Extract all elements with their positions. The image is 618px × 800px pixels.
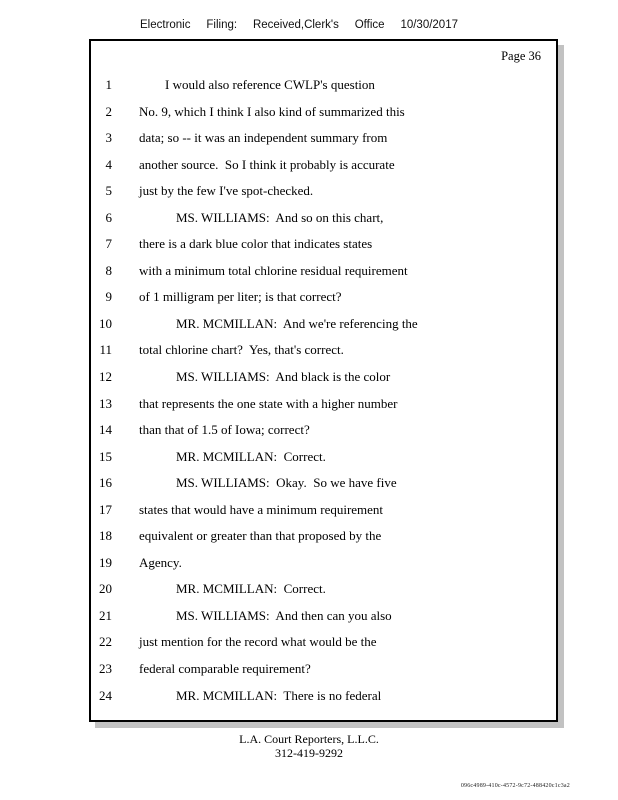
transcript-line: [91, 130, 556, 157]
transcript-line: [91, 688, 556, 715]
transcript-line: [91, 104, 556, 131]
line-number: 11: [99, 342, 112, 358]
line-text: just by the few I've spot-checked.: [139, 183, 314, 199]
transcript-line: [91, 263, 556, 290]
transcript-line: [91, 316, 556, 343]
transcript-line: [91, 555, 556, 582]
line-number: 17: [99, 501, 112, 517]
line-text: of 1 milligram per liter; is that correct?: [139, 289, 342, 305]
line-text: MS. WILLIAMS: And black is the color: [176, 369, 391, 385]
efiling-header-word: Electronic: [140, 19, 191, 31]
line-number: 14: [99, 422, 112, 438]
line-number: 8: [105, 262, 112, 278]
reporter-phone: 312-419-9292: [275, 745, 343, 760]
line-number: 5: [105, 183, 112, 199]
reporter-company: L.A. Court Reporters, L.L.C.: [239, 732, 379, 746]
line-number: 1: [105, 77, 112, 92]
efiling-header-word: Filing:: [206, 19, 238, 31]
line-text: with a minimum total chlorine residual requirement: [139, 262, 408, 278]
line-text: just mention for the record what would be the: [139, 634, 377, 650]
line-number: 9: [105, 289, 112, 305]
transcript-line: [91, 289, 556, 316]
efiling-header-date: 10/30/2017: [400, 19, 458, 31]
line-number: 4: [105, 156, 112, 172]
transcript-lines: [91, 77, 556, 714]
transcript-line: [91, 502, 556, 529]
transcript-line: [91, 210, 556, 237]
transcript-line: [91, 608, 556, 635]
line-text: another source. So I think it probably is accurate: [139, 156, 395, 172]
transcript-line: [91, 475, 556, 502]
line-number: 19: [99, 554, 112, 570]
line-number: 10: [99, 315, 112, 331]
line-number: 6: [105, 209, 112, 225]
transcript-line: [91, 77, 556, 104]
line-number: 12: [99, 369, 112, 385]
line-text: Agency.: [139, 554, 182, 570]
efiling-header-word: Office: [354, 19, 385, 31]
reporter-footer: [0, 733, 618, 760]
line-text: MR. MCMILLAN: Correct.: [176, 581, 326, 597]
efiling-header: [140, 19, 458, 31]
line-number: 7: [105, 236, 112, 252]
transcript-line: [91, 236, 556, 263]
line-text: MS. WILLIAMS: And then can you also: [176, 607, 392, 623]
page-number-label: Page 36: [501, 49, 541, 63]
line-text: No. 9, which I think I also kind of summarized this: [139, 103, 405, 119]
transcript-line: [91, 369, 556, 396]
transcript-line: [91, 528, 556, 555]
line-text: MR. MCMILLAN: There is no federal: [176, 687, 382, 703]
line-number: 22: [99, 634, 112, 650]
line-number: 16: [99, 475, 112, 491]
transcript-line: [91, 183, 556, 210]
transcript-line: [91, 581, 556, 608]
transcript-line: [91, 449, 556, 476]
line-number: 24: [99, 687, 112, 703]
transcript-line: [91, 634, 556, 661]
line-text: than that of 1.5 of Iowa; correct?: [139, 422, 310, 438]
document-id-stamp: 096c4989-410c-4572-9c72-488420c1c3a2: [460, 783, 570, 789]
line-number: 21: [99, 607, 112, 623]
line-text: that represents the one state with a higher number: [139, 395, 398, 411]
line-text: I would also reference CWLP's question: [165, 77, 375, 92]
transcript-line: [91, 396, 556, 423]
line-text: data; so -- it was an independent summary from: [139, 130, 388, 146]
transcript-line: [91, 342, 556, 369]
line-text: MR. MCMILLAN: Correct.: [176, 448, 326, 464]
transcript-line: [91, 422, 556, 449]
line-number: 18: [99, 528, 112, 544]
line-number: 13: [99, 395, 112, 411]
line-text: there is a dark blue color that indicates states: [139, 236, 373, 252]
transcript-line: [91, 157, 556, 184]
line-text: MS. WILLIAMS: And so on this chart,: [176, 209, 384, 225]
line-text: equivalent or greater than that proposed by the: [139, 528, 382, 544]
transcript-page: [89, 39, 558, 722]
line-number: 3: [105, 130, 112, 146]
transcript-line: [91, 661, 556, 688]
line-text: MS. WILLIAMS: Okay. So we have five: [176, 475, 397, 491]
line-text: total chlorine chart? Yes, that's correct.: [139, 342, 344, 358]
line-number: 2: [105, 103, 112, 119]
line-number: 20: [99, 581, 112, 597]
line-number: 23: [99, 661, 112, 677]
line-number: 15: [99, 448, 112, 464]
efiling-header-word: Received,Clerk's: [252, 19, 339, 31]
line-text: states that would have a minimum requirement: [139, 501, 384, 517]
line-text: federal comparable requirement?: [139, 661, 311, 677]
line-text: MR. MCMILLAN: And we're referencing the: [176, 315, 418, 331]
